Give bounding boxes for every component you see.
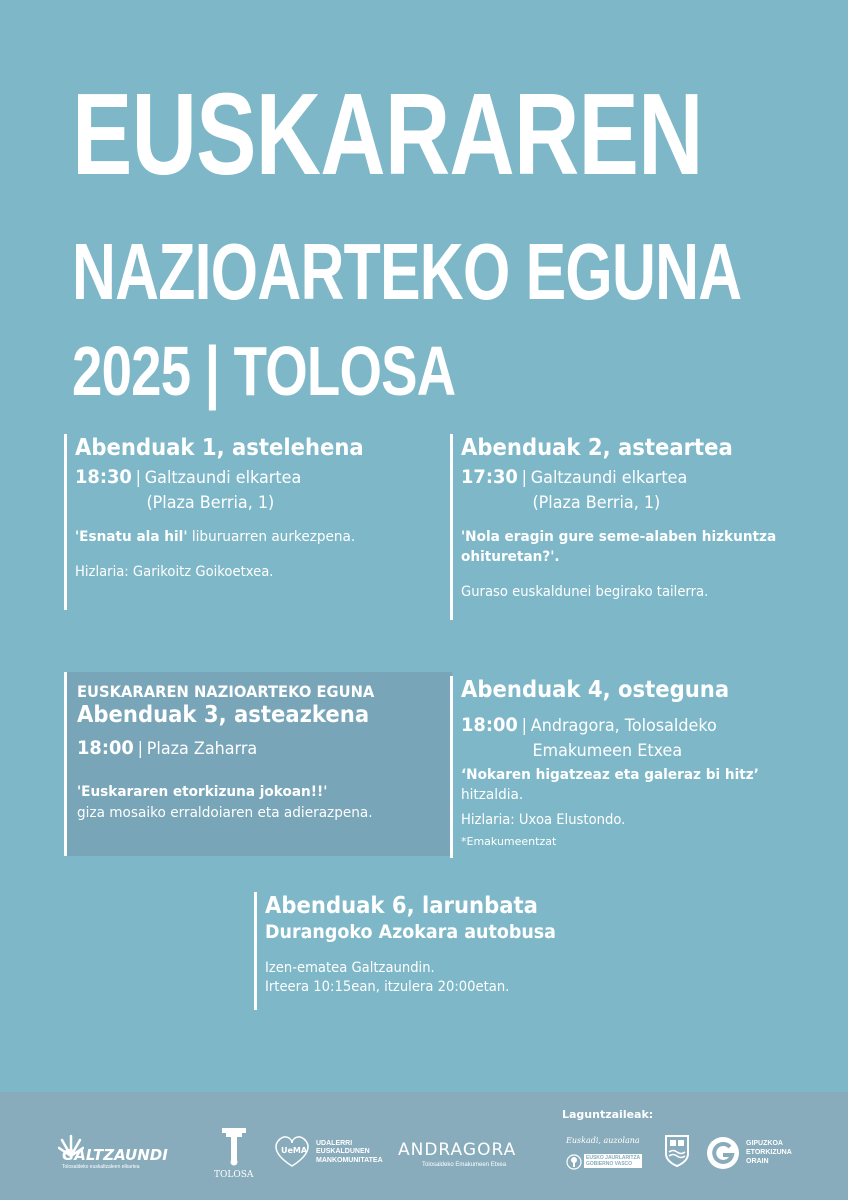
event-time-place bbox=[77, 734, 430, 763]
event-description-title: 'Esnatu ala hil' bbox=[75, 528, 188, 545]
event-place: Galtzaundi elkartea bbox=[530, 467, 688, 488]
uema-mark: UeMA bbox=[281, 1146, 308, 1155]
gipuzkoa-text-1: GIPUZKOA bbox=[746, 1140, 783, 1147]
andragora-subtitle: Tolosaldeko Emakumeen Etxea bbox=[422, 1162, 507, 1168]
eusko-text bbox=[584, 1154, 642, 1168]
gipuzkoa-shield-icon bbox=[664, 1134, 690, 1168]
event-speaker: Hizlaria: Uxoa Elustondo. bbox=[461, 812, 626, 829]
separator: | bbox=[137, 738, 144, 759]
event-description bbox=[461, 527, 776, 568]
event-place: Plaza Zaharra bbox=[146, 738, 258, 759]
separator: | bbox=[521, 715, 528, 736]
event-time: 17:30 bbox=[461, 465, 518, 488]
event-description-title: 'Euskararen etorkizuna jokoan!!' bbox=[77, 784, 328, 801]
gipuzkoa-text bbox=[746, 1140, 792, 1166]
eusko-text-2: GOBIERNO VASCO bbox=[586, 1161, 633, 1167]
separator: | bbox=[521, 467, 528, 488]
event-time: 18:00 bbox=[77, 736, 134, 759]
event-date: Abenduak 1, astelehena bbox=[75, 435, 364, 461]
galtzaundi-logo bbox=[58, 1132, 182, 1172]
event-description bbox=[75, 527, 370, 547]
event-time: 18:00 bbox=[461, 713, 518, 736]
event-date: Abenduak 4, osteguna bbox=[461, 677, 730, 703]
event-speaker: Hizlaria: Garikoitz Goikoetxea. bbox=[75, 564, 274, 581]
event-time-place bbox=[461, 463, 776, 492]
uema-text-1: UDALERRI bbox=[316, 1140, 353, 1147]
title-line-3: 2025 | TOLOSA bbox=[72, 332, 456, 410]
gipuzkoa-etorkizuna-logo bbox=[706, 1136, 806, 1176]
eusko-text-1: EUSKO JAURLARITZA bbox=[586, 1155, 641, 1161]
event-note: *Emakumeentzat bbox=[461, 834, 557, 848]
supporters-label: Laguntzaileak: bbox=[562, 1108, 654, 1121]
uema-text-3: MANKOMUNITATEA bbox=[316, 1156, 383, 1164]
uema-logo bbox=[272, 1134, 392, 1174]
event-dec-4 bbox=[450, 676, 778, 858]
gipuzkoa-g-icon bbox=[706, 1136, 740, 1170]
event-date: Abenduak 3, asteazkena bbox=[77, 702, 370, 728]
event-place: Andragora, Tolosaldeko bbox=[530, 715, 717, 736]
event-description bbox=[461, 765, 759, 806]
event-description-title-2: ohituretan?'. bbox=[461, 549, 560, 566]
uema-text bbox=[316, 1140, 383, 1165]
andragora-logo bbox=[398, 1140, 548, 1174]
uema-text-2: EUSKALDUNEN bbox=[316, 1148, 370, 1156]
event-date: Abenduak 2, asteartea bbox=[461, 435, 733, 461]
event-time: 18:30 bbox=[75, 465, 132, 488]
title-line-2: NAZIOARTEKO EGUNA bbox=[72, 227, 742, 316]
event-address: (Plaza Berria, 1) bbox=[532, 493, 661, 514]
event-time-place bbox=[461, 711, 759, 740]
tolosa-name: TOLOSA bbox=[214, 1170, 254, 1180]
event-place: Galtzaundi elkartea bbox=[144, 467, 302, 488]
event-description-title: ‘Nokaren higatzeaz eta galeraz bi hitz’ bbox=[461, 766, 759, 783]
galtzaundi-name: GALTZAUNDI bbox=[62, 1146, 168, 1164]
andragora-name: ANDRAGORA bbox=[398, 1140, 517, 1160]
euskadi-auzolana: Euskadi, auzolana bbox=[566, 1136, 640, 1145]
event-info-2: Irteera 10:15ean, itzulera 20:00etan. bbox=[265, 979, 510, 996]
event-description-title-1: 'Nola eragin gure seme-alaben hizkuntza bbox=[461, 528, 777, 545]
title-line-1: EUSKARAREN bbox=[72, 69, 703, 199]
event-description-rest: liburuarren aurkezpena. bbox=[187, 528, 356, 545]
event-dec-2 bbox=[450, 434, 796, 620]
event-speaker: Guraso euskaldunei begirako tailerra. bbox=[461, 584, 709, 601]
sponsor-footer bbox=[0, 1092, 848, 1200]
tolosa-emblem-icon bbox=[222, 1128, 246, 1166]
event-dec-1 bbox=[64, 434, 389, 610]
eusko-jaurlaritza-logo bbox=[566, 1136, 648, 1182]
event-dec-6 bbox=[254, 892, 581, 1010]
event-kicker: EUSKARAREN NAZIOARTEKO EGUNA bbox=[77, 682, 375, 701]
eusko-tree-icon bbox=[566, 1154, 582, 1170]
event-address: (Plaza Berria, 1) bbox=[146, 493, 275, 514]
event-time-place bbox=[75, 463, 370, 492]
event-subtitle: Durangoko Azokara autobusa bbox=[265, 920, 556, 943]
event-info-1: Izen-ematea Galtzaundin. bbox=[265, 959, 435, 976]
event-description bbox=[77, 782, 430, 823]
galtzaundi-subtitle: Tolosaldeko euskaltzaleen elkartea bbox=[62, 1164, 140, 1170]
event-date: Abenduak 6, larunbata bbox=[265, 893, 538, 919]
gipuzkoa-text-3: ORAIN bbox=[746, 1157, 769, 1165]
gipuzkoa-text-2: ETORKIZUNA bbox=[746, 1148, 792, 1156]
event-dec-3 bbox=[64, 672, 452, 856]
event-description-rest: giza mosaiko erraldoiaren eta adierazpena. bbox=[77, 804, 373, 821]
tolosa-logo bbox=[214, 1128, 254, 1184]
event-description-rest: hitzaldia. bbox=[461, 787, 524, 804]
event-address: Emakumeen Etxea bbox=[532, 741, 683, 762]
separator: | bbox=[135, 467, 142, 488]
